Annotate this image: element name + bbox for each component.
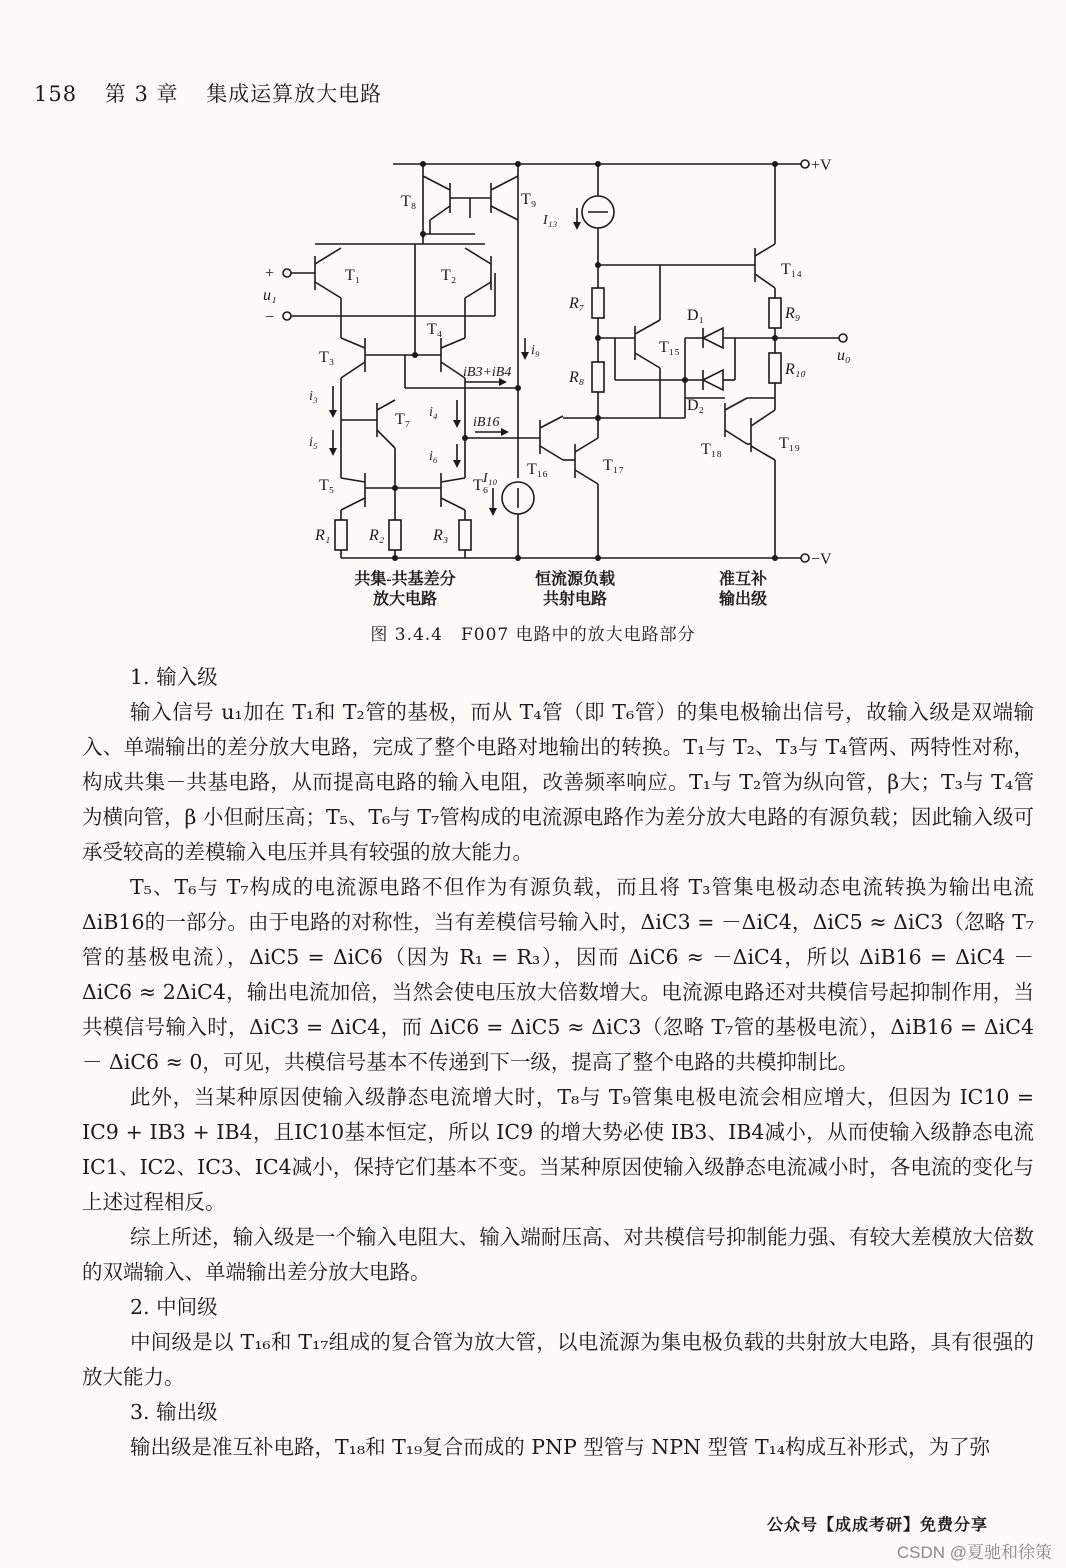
circuit-figure: [255, 148, 865, 618]
d1-diode: [703, 328, 723, 348]
label-t1: T₁: [345, 267, 361, 284]
section-heading-input: 1. 输入级: [130, 665, 218, 689]
chapter-label: 第 3 章: [104, 82, 179, 106]
label-ic4: i₄: [429, 405, 438, 420]
label-t7: T₇: [395, 411, 411, 428]
label-t16: T₁₆: [527, 461, 548, 478]
watermark: CSDN @夏驰和徐策: [896, 1543, 1052, 1562]
r3-resistor: [459, 520, 471, 550]
r2-resistor: [389, 520, 401, 550]
node: [595, 161, 601, 167]
ib16-arrowhead: [501, 428, 509, 436]
label-t14: T₁₄: [781, 261, 802, 278]
ic4-arrowhead: [453, 420, 461, 428]
t9-collector: [491, 206, 518, 220]
d2-diode: [703, 370, 723, 390]
label-uo: u₀: [837, 347, 851, 364]
input-minus-terminal: [283, 312, 291, 320]
t17-emitter: [575, 470, 598, 484]
label-t18: T₁₈: [701, 441, 722, 458]
circuit-diagram: [255, 148, 865, 618]
r10-resistor: [769, 353, 781, 383]
node: [772, 161, 778, 167]
t8-emitter: [423, 176, 450, 190]
ic13-arrowhead: [573, 222, 581, 230]
t2-emitter: [465, 282, 491, 298]
label-r9: R₉: [785, 305, 801, 322]
r7-resistor: [592, 288, 604, 318]
section-3-line2: 输出级: [718, 591, 768, 608]
node: [595, 335, 601, 341]
t14-emitter: [755, 274, 775, 288]
node: [420, 231, 426, 237]
t7-emitter: [377, 430, 395, 448]
t8-collector: [430, 206, 450, 220]
t14-collector: [755, 244, 775, 256]
label-t8: T₈: [401, 193, 417, 210]
label-ic13: I₁₃: [543, 213, 558, 228]
label-t15: T₁₅: [659, 339, 680, 356]
label-ic3: i₃: [309, 389, 318, 404]
ic6-arrowhead: [453, 460, 461, 468]
node: [772, 555, 778, 561]
label-t6: T₆: [473, 477, 489, 494]
label-ic5: i₅: [309, 435, 318, 450]
node: [595, 415, 601, 421]
t15-collector: [635, 320, 660, 334]
section-heading-output: 3. 输出级: [130, 1400, 218, 1424]
node: [515, 161, 521, 167]
t16-collector: [540, 416, 563, 428]
label-t2: T₂: [441, 267, 457, 284]
node: [515, 385, 521, 391]
node: [682, 377, 688, 383]
vcc-terminal: [801, 160, 809, 168]
ic5-arrowhead: [329, 448, 337, 456]
label-r2: R₂: [369, 527, 385, 544]
t19-collector: [751, 410, 775, 426]
t18-collector: [725, 430, 747, 444]
section-2-line1: 恒流源负载: [534, 571, 616, 588]
label-ib3-ib4: iB3+iB4: [463, 365, 512, 380]
node: [595, 555, 601, 561]
t16-emitter: [540, 446, 563, 460]
r1-resistor: [335, 520, 347, 550]
section-2-line2: 共射电路: [542, 591, 608, 608]
paragraph-5: 中间级是以 T₁₆和 T₁₇组成的复合管为放大管，以电流源为集电极负载的共射放大电路，具有很强的放大能力。: [82, 1330, 1034, 1389]
node: [412, 352, 418, 358]
t1-emitter: [315, 282, 341, 298]
label-d2: D₂: [687, 397, 705, 414]
t1-collector: [315, 248, 341, 264]
vee-terminal: [801, 554, 809, 562]
t4-collector: [441, 362, 465, 378]
label-d1: D₁: [687, 307, 705, 324]
chapter-title: 集成运算放大电路: [206, 82, 383, 106]
label-t19: T₁₉: [779, 435, 800, 452]
t5-emitter: [341, 498, 365, 510]
t4-emitter: [441, 338, 465, 348]
label-plus-vcc: +V: [811, 157, 832, 174]
t6-collector: [441, 478, 465, 482]
ic3-arrowhead: [329, 410, 337, 418]
section-1-line1: 共集-共基差分: [354, 571, 456, 588]
page-number: 158: [34, 82, 78, 106]
output-terminal: [839, 334, 847, 342]
label-t17: T₁₇: [603, 457, 624, 474]
ic10-arrowhead: [489, 508, 497, 516]
label-t3: T₃: [319, 349, 335, 366]
node: [392, 555, 398, 561]
footer-note: 公众号【成成考研】免费分享: [766, 1515, 988, 1534]
label-ic10: I₁₀: [483, 471, 498, 486]
label-ib16: iB16: [473, 415, 500, 430]
t2-collector: [465, 248, 491, 264]
label-ui: u₁: [263, 287, 277, 304]
label-t4: T₄: [427, 321, 443, 338]
label-r7: R₇: [569, 295, 585, 312]
input-plus-terminal: [283, 269, 291, 277]
body-text: [82, 660, 1034, 1465]
label-input-plus: +: [265, 265, 275, 282]
ic9-arrowhead: [521, 352, 529, 360]
t7-collector: [377, 400, 395, 410]
paragraph-3: 此外，当某种原因使输入级静态电流增大时，T₈与 T₉管集电极电流会相应增大，但因为 IC10 = IC9 + IB3 + IB4，且IC10基本恒定，所以 IC9 的增大势必使 IB3、IB4减小，从而使输入级静态电流 IC1、IC2、IC3、IC4减小，保持它们基本不变。当某种原因使输入级静态电流减小时，各电流的变化与上述过程相反。: [82, 1085, 1034, 1214]
section-3-line1: 准互补: [718, 571, 768, 588]
t19-emitter: [751, 446, 775, 460]
section-1-line2: 放大电路: [372, 591, 438, 608]
label-r3: R₃: [433, 527, 449, 544]
label-r10: R₁₀: [785, 361, 806, 378]
label-ic6: i₆: [429, 449, 438, 464]
t18-emitter: [725, 398, 747, 410]
paragraph-4: 综上所述，输入级是一个输入电阻大、输入端耐压高、对共模信号抑制能力强、有较大差模放大倍数的双端输入、单端输出差分放大电路。: [82, 1225, 1034, 1284]
t9-emitter: [491, 176, 518, 190]
r8-resistor: [592, 362, 604, 392]
page-header: [34, 78, 382, 108]
label-r1: R₁: [315, 527, 331, 544]
label-minus-vcc: −V: [811, 551, 832, 568]
node: [420, 161, 426, 167]
node: [515, 555, 521, 561]
label-t5: T₅: [319, 477, 335, 494]
t6-emitter: [441, 498, 465, 510]
label-t9: T₉: [521, 191, 537, 208]
t3-emitter: [341, 338, 365, 348]
label-ic9: i₉: [531, 343, 540, 358]
label-input-minus: −: [265, 309, 275, 326]
paragraph-1: 输入信号 u₁加在 T₁和 T₂管的基极，而从 T₄管（即 T₆管）的集电极输出信号，故输入级是双端输入、单端输出的差分放大电路，完成了整个电路对地输出的转换。T₁与 T₂、T₃与 T₄管两、两特性对称，构成共集－共基电路，从而提高电路的输入电阻，改善频率响应。T₁与 T₂管为纵向管，β大；T₃与 T₄管为横向管，β 小但耐压高；T₅、T₆与 T₇管构成的电流源电路作为差分放大电路的有源负载；因此输入级可承受较高的差模输入电压并具有较强的放大能力。: [82, 700, 1034, 864]
t5-collector: [341, 478, 365, 482]
t17-collector: [575, 438, 598, 452]
paragraph-6: 输出级是准互补电路，T₁₈和 T₁₉复合而成的 PNP 型管与 NPN 型管 T₁₄构成互补形式，为了弥: [130, 1435, 991, 1459]
paragraph-2: T₅、T₆与 T₇构成的电流源电路不但作为有源负载，而且将 T₃管集电极动态电流转换为输出电流 ΔiB16的一部分。由于电路的对称性，当有差模信号输入时，ΔiC3 = －ΔiC4，ΔiC5 ≈ ΔiC3（忽略 T₇管的基极电流），ΔiC5 = ΔiC6（因为 R₁ = R₃），因而 ΔiC6 ≈ －ΔiC4，所以 ΔiB16 = ΔiC4 － ΔiC6 ≈ 2ΔiC4，输出电流加倍，当然会使电压放大倍数增大。电流源电路还对共模信号起抑制作用，当共模信号输入时，ΔiC3 = ΔiC4，而 ΔiC6 = ΔiC5 ≈ ΔiC3（忽略 T₇管的基极电流），ΔiB16 = ΔiC4 － ΔiC6 ≈ 0，可见，共模信号基本不传递到下一级，提高了整个电路的共模抑制比。: [82, 875, 1034, 1074]
figure-caption: 图 3.4.4 F007 电路中的放大电路部分: [370, 625, 696, 645]
section-heading-middle: 2. 中间级: [130, 1295, 218, 1319]
r9-resistor: [769, 298, 781, 328]
node: [462, 435, 468, 441]
label-r8: R₈: [569, 369, 585, 386]
t3-collector: [341, 362, 365, 378]
t15-emitter: [635, 353, 660, 368]
